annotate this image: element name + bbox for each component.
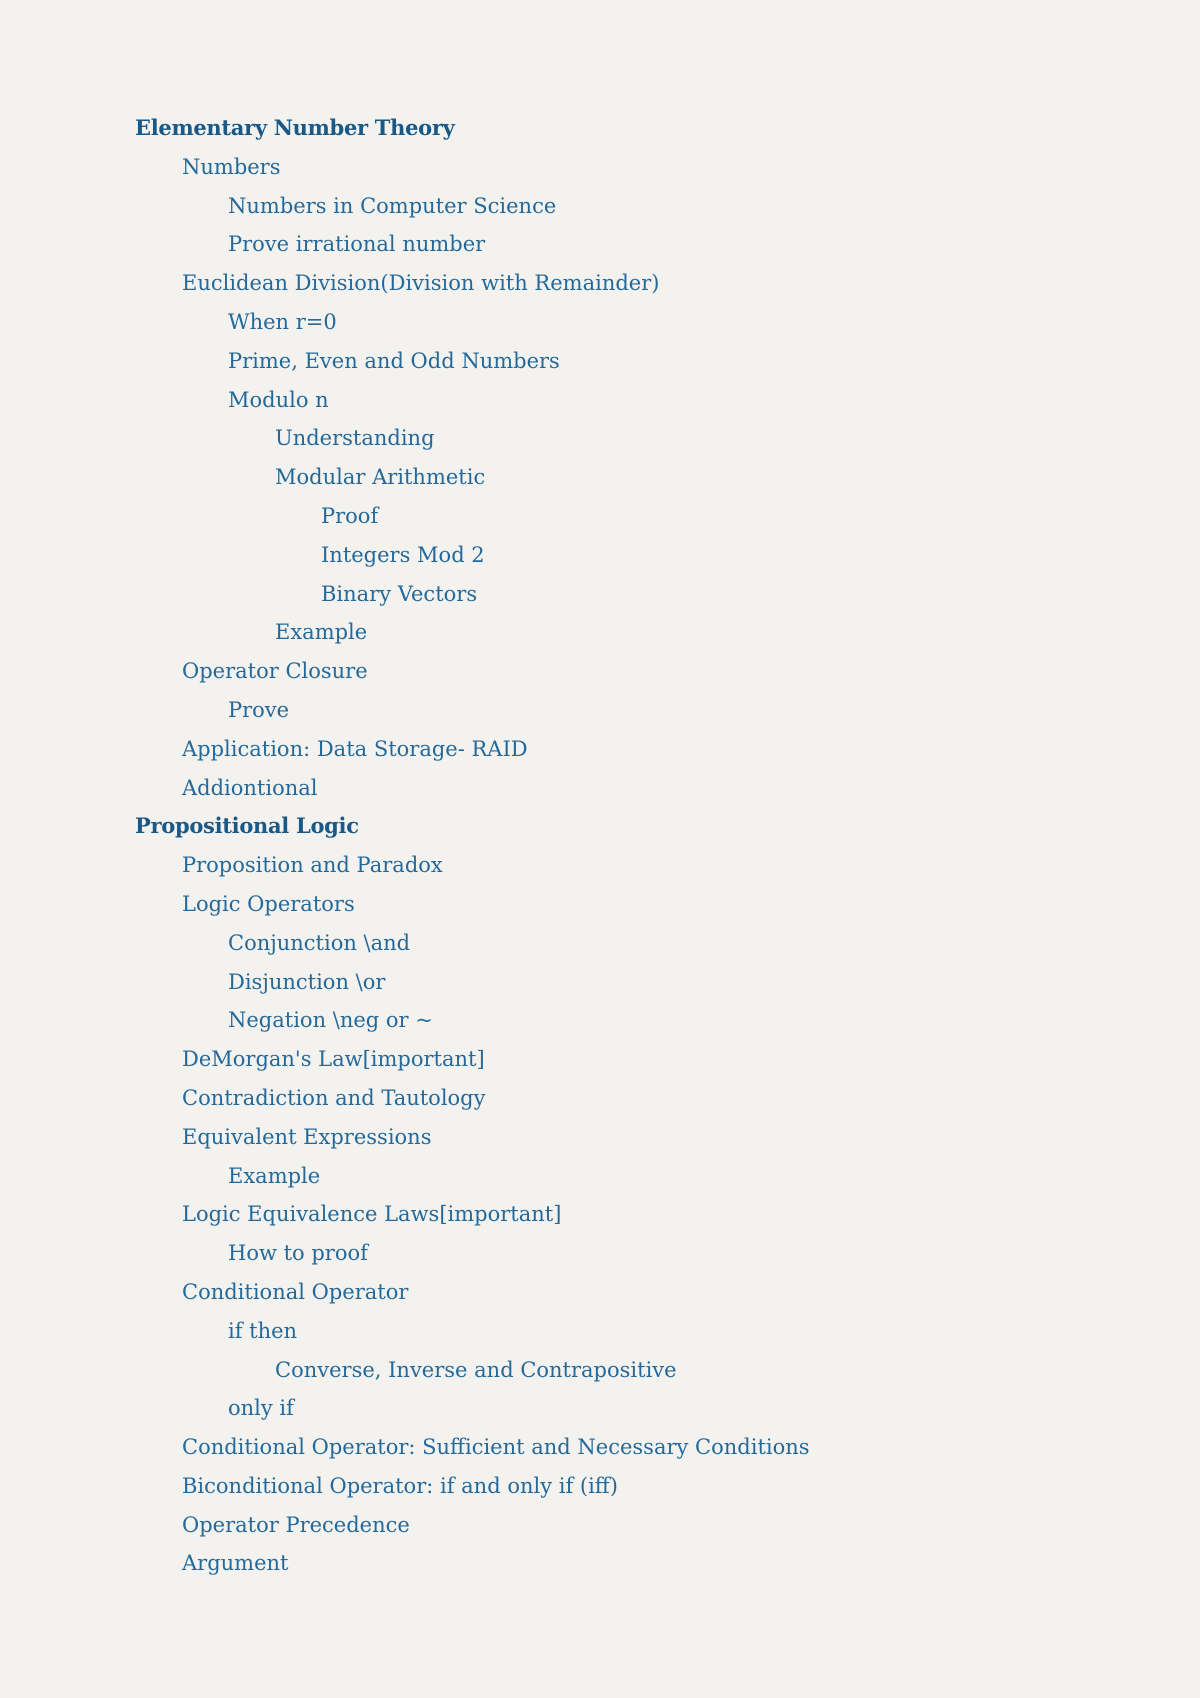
toc-item-example[interactable]: Example bbox=[228, 1163, 321, 1188]
toc-item-example[interactable]: Example bbox=[275, 620, 368, 645]
toc-item-conditional-operator[interactable]: Conditional Operator bbox=[182, 1279, 409, 1304]
toc-item-application-raid[interactable]: Application: Data Storage- RAID bbox=[182, 736, 528, 761]
toc-heading-elementary-number-theory[interactable]: Elementary Number Theory bbox=[135, 115, 455, 140]
toc-item-numbers[interactable]: Numbers bbox=[182, 154, 281, 179]
toc-item-modulo-n[interactable]: Modulo n bbox=[228, 387, 329, 412]
toc-item-demorgans-law[interactable]: DeMorgan's Law[important] bbox=[182, 1047, 485, 1072]
toc-item-converse-inverse-contrapositive[interactable]: Converse, Inverse and Contrapositive bbox=[275, 1357, 677, 1382]
toc-item-negation[interactable]: Negation \neg or ~ bbox=[228, 1008, 433, 1033]
toc-item-contradiction-tautology[interactable]: Contradiction and Tautology bbox=[182, 1085, 486, 1110]
table-of-contents bbox=[135, 109, 1135, 1583]
toc-item-when-r-0[interactable]: When r=0 bbox=[228, 309, 337, 334]
toc-item-if-then[interactable]: if then bbox=[228, 1318, 298, 1343]
toc-item-understanding[interactable]: Understanding bbox=[275, 426, 435, 451]
toc-item-prove[interactable]: Prove bbox=[228, 697, 290, 722]
toc-item-prove-irrational-number[interactable]: Prove irrational number bbox=[228, 232, 486, 257]
toc-item-binary-vectors[interactable]: Binary Vectors bbox=[321, 581, 478, 606]
toc-item-proposition-and-paradox[interactable]: Proposition and Paradox bbox=[182, 853, 443, 878]
toc-item-argument[interactable]: Argument bbox=[182, 1551, 289, 1576]
toc-item-operator-precedence[interactable]: Operator Precedence bbox=[182, 1512, 410, 1537]
toc-item-proof[interactable]: Proof bbox=[321, 503, 379, 528]
toc-item-integers-mod-2[interactable]: Integers Mod 2 bbox=[321, 542, 485, 567]
toc-item-modular-arithmetic[interactable]: Modular Arithmetic bbox=[275, 465, 486, 490]
toc-item-prime-even-odd[interactable]: Prime, Even and Odd Numbers bbox=[228, 348, 560, 373]
toc-item-how-to-proof[interactable]: How to proof bbox=[228, 1241, 368, 1266]
toc-item-equivalent-expressions[interactable]: Equivalent Expressions bbox=[182, 1124, 432, 1149]
toc-item-logic-equivalence-laws[interactable]: Logic Equivalence Laws[important] bbox=[182, 1202, 562, 1227]
toc-item-conjunction[interactable]: Conjunction \and bbox=[228, 930, 411, 955]
toc-item-biconditional-operator[interactable]: Biconditional Operator: if and only if (iff) bbox=[182, 1473, 618, 1498]
toc-item-operator-closure[interactable]: Operator Closure bbox=[182, 659, 368, 684]
toc-item-logic-operators[interactable]: Logic Operators bbox=[182, 891, 355, 916]
toc-item-numbers-in-computer-science[interactable]: Numbers in Computer Science bbox=[228, 193, 557, 218]
toc-item-addiontional[interactable]: Addiontional bbox=[182, 775, 318, 800]
toc-item-disjunction[interactable]: Disjunction \or bbox=[228, 969, 386, 994]
toc-item-euclidean-division[interactable]: Euclidean Division(Division with Remainder) bbox=[182, 271, 660, 296]
toc-item-only-if[interactable]: only if bbox=[228, 1396, 294, 1421]
toc-item-sufficient-necessary[interactable]: Conditional Operator: Sufficient and Necessary Conditions bbox=[182, 1435, 810, 1460]
toc-heading-propositional-logic[interactable]: Propositional Logic bbox=[135, 813, 359, 839]
